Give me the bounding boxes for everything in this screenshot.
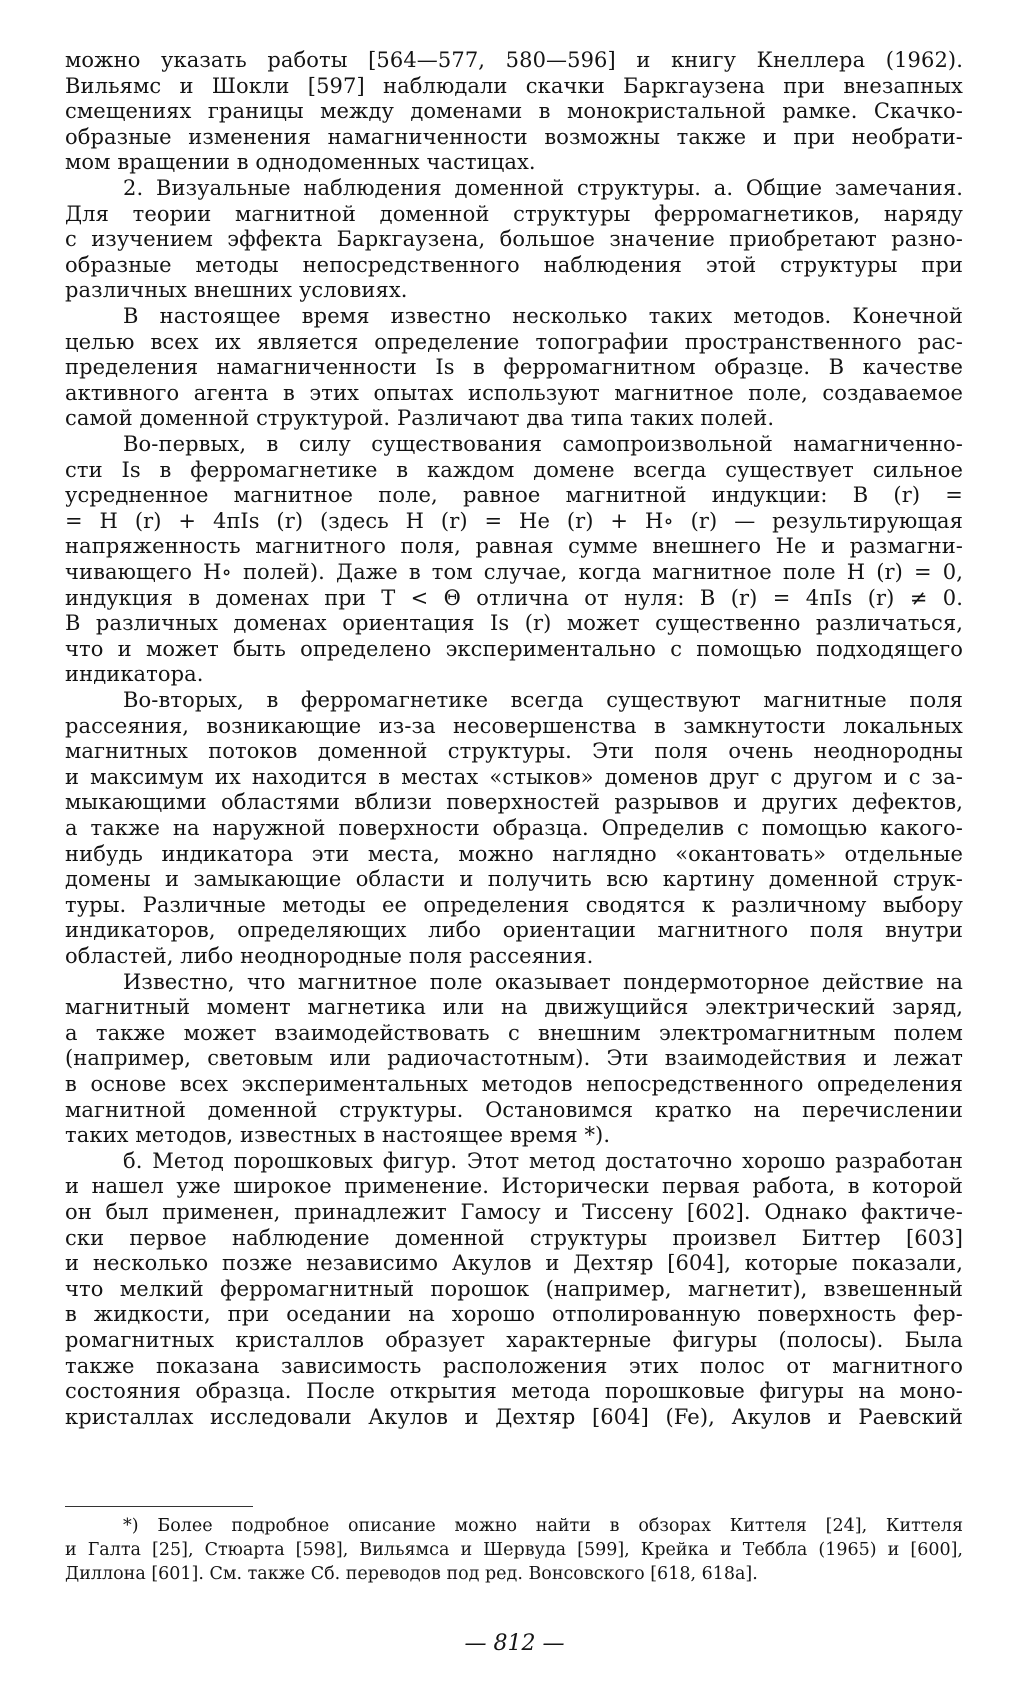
text-line: рассеяния, возникающие из-за несовершенства в замкнутости локальных bbox=[65, 713, 963, 738]
text-line: мом вращении в однодоменных частицах. bbox=[65, 150, 536, 175]
text-line: что мелкий ферромагнитный порошок (например, магнетит), взвешенный bbox=[65, 1276, 963, 1301]
text-line: смещениях границы между доменами в монокристальной рамке. Скачко- bbox=[65, 99, 963, 124]
text-line: домены и замыкающие области и получить всю картину доменной струк- bbox=[65, 867, 963, 892]
text-line: Для теории магнитной доменной структуры ферромагнетиков, наряду bbox=[65, 201, 963, 226]
footnote-line: *) Более подробное описание можно найти в обзорах Киттеля [24], Киттеля bbox=[123, 1516, 963, 1536]
text-line: Известно, что магнитное поле оказывает пондермоторное действие на bbox=[123, 969, 963, 994]
text-line: состояния образца. После открытия метода порошковые фигуры на моно- bbox=[65, 1379, 963, 1404]
text-line: что и может быть определено экспериментально с помощью подходящего bbox=[65, 636, 963, 661]
text-line: можно указать работы [564—577, 580—596] и книгу Кнеллера (1962). bbox=[65, 48, 963, 72]
text-line: = H (r) + 4πIs (r) (здесь H (r) = He (r) + H∘ (r) — результирующая bbox=[65, 508, 963, 533]
text-line: Во-вторых, в ферромагнетике всегда существуют магнитные поля bbox=[123, 688, 963, 712]
text-line: таких методов, известных в настоящее время *). bbox=[65, 1123, 611, 1148]
page-number: — 812 — bbox=[464, 1631, 565, 1656]
text-line: туры. Различные методы ее определения сводятся к различному выбору bbox=[65, 892, 963, 917]
text-line: областей, либо неоднородные поля рассеяния. bbox=[65, 944, 594, 968]
text-line: и нашел уже широкое применение. Исторически первая работа, в которой bbox=[65, 1174, 963, 1199]
text-line: а также может взаимодействовать с внешним электромагнитным полем bbox=[65, 1020, 963, 1045]
text-line: образные изменения намагниченности возможны также и при необрати- bbox=[65, 124, 963, 149]
text-line: нибудь индикатора эти места, можно наглядно «окантовать» отдельные bbox=[65, 841, 963, 866]
text-line: 2. Визуальные наблюдения доменной структуры. а. Общие замечания. bbox=[123, 176, 963, 200]
text-line: активного агента в этих опытах используют магнитное поле, создаваемое bbox=[65, 380, 963, 405]
text-line: Во-первых, в силу существования самопроизвольной намагниченно- bbox=[123, 432, 963, 456]
text-line: ски первое наблюдение доменной структуры произвел Биттер [603] bbox=[65, 1225, 963, 1250]
text-line: он был применен, принадлежит Гамосу и Тиссену [602]. Однако фактиче- bbox=[65, 1200, 963, 1224]
text-line: самой доменной структурой. Различают два типа таких полей. bbox=[65, 406, 775, 431]
footnote-line: Диллона [601]. См. также Сб. переводов под ред. Вонсовского [618, 618а]. bbox=[65, 1564, 758, 1584]
text-line: усредненное магнитное поле, равное магнитной индукции: B (r) = bbox=[65, 483, 963, 508]
text-line: В различных доменах ориентация Is (r) может существенно различаться, bbox=[65, 611, 963, 636]
footnote-line: и Галта [25], Стюарта [598], Вильямса и Шервуда [599], Крейка и Теббла (1965) и [600], bbox=[65, 1540, 963, 1560]
text-line: в основе всех экспериментальных методов непосредственного определения bbox=[65, 1072, 963, 1096]
text-line: ромагнитных кристаллов образует характерные фигуры (полосы). Была bbox=[65, 1328, 963, 1352]
text-line: чивающего H∘ полей). Даже в том случае, когда магнитное поле H (r) = 0, bbox=[65, 560, 963, 584]
text-line: б. Метод порошковых фигур. Этот метод достаточно хорошо разработан bbox=[123, 1148, 963, 1173]
text-line: напряженность магнитного поля, равная сумме внешнего He и размагни- bbox=[65, 534, 963, 559]
text-line: магнитный момент магнетика или на движущийся электрический заряд, bbox=[65, 995, 963, 1020]
text-line: индикаторов, определяющих либо ориентации магнитного поля внутри bbox=[65, 918, 963, 943]
text-line: различных внешних условиях. bbox=[65, 278, 408, 303]
text-line: а также на наружной поверхности образца. Определив с помощью какого- bbox=[65, 816, 963, 840]
text-line: В настоящее время известно несколько таких методов. Конечной bbox=[123, 304, 963, 328]
text-line: сти Is в ферромагнетике в каждом домене всегда существует сильное bbox=[65, 457, 963, 482]
text-line: кристаллах исследовали Акулов и Дехтяр [604] (Fe), Акулов и Раевский bbox=[65, 1404, 963, 1429]
text-line: целью всех их является определение топографии пространственного рас- bbox=[65, 329, 963, 354]
text-line: пределения намагниченности Is в ферромагнитном образце. В качестве bbox=[65, 355, 963, 380]
text-line: с изучением эффекта Баркгаузена, большое значение приобретают разно- bbox=[65, 227, 963, 252]
text-line: также показана зависимость расположения этих полос от магнитного bbox=[65, 1353, 963, 1378]
text-line: мыкающими областями вблизи поверхностей разрывов и других дефектов, bbox=[65, 790, 963, 815]
text-line: индикатора. bbox=[65, 662, 204, 687]
text-line: (например, световым или радиочастотным). Эти взаимодействия и лежат bbox=[65, 1046, 963, 1071]
text-line: и несколько позже независимо Акулов и Дехтяр [604], которые показали, bbox=[65, 1251, 963, 1276]
text-line: Вильямс и Шокли [597] наблюдали скачки Баркгаузена при внезапных bbox=[65, 73, 963, 98]
text-line: индукция в доменах при T < Θ отлична от нуля: B (r) = 4πIs (r) ≠ 0. bbox=[65, 585, 963, 610]
text-line: магнитных потоков доменной структуры. Эти поля очень неоднородны bbox=[65, 739, 963, 764]
text-line: в жидкости, при оседании на хорошо отполированную поверхность фер- bbox=[65, 1302, 963, 1327]
footnote-rule bbox=[65, 1506, 253, 1507]
text-line: магнитной доменной структуры. Остановимся кратко на перечислении bbox=[65, 1097, 963, 1122]
text-line: образные методы непосредственного наблюдения этой структуры при bbox=[65, 252, 963, 277]
text-line: и максимум их находится в местах «стыков» доменов друг с другом и с за- bbox=[65, 764, 963, 789]
